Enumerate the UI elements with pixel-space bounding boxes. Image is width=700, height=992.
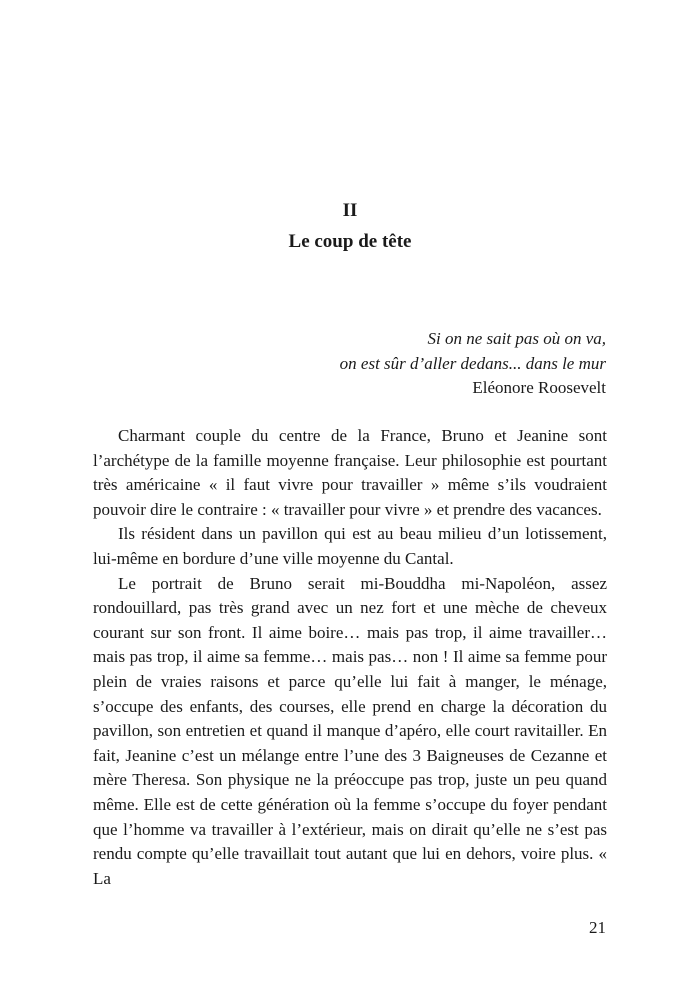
- body-text: [93, 424, 607, 891]
- epigraph: [340, 327, 606, 401]
- paragraph: Le portrait de Bruno serait mi-Bouddha mi-Napoléon, assez rondouillard, pas très grand avec un nez fort et une mèche de cheveux courant sur son front. Il aime boire… mais pas trop, il aime travailler… mais pas trop, il aime sa femme… mais pas… non ! Il aime sa femme pour plein de vraies raisons et parce qu’elle lui fait à manger, le ménage, s’occupe des enfants, des courses, elle prend en charge la décoration du pavillon, son entretien et quand il manque d’apéro, elle court ravitailler. En fait, Jeanine c’est un mélange entre l’une des 3 Baigneuses de Cezanne et mère Theresa. Son physique ne la préoccupe pas trop, juste un peu quand même. Elle est de cette génération où la femme s’occupe du foyer pendant que l’homme va travailler à l’extérieur, mais on dirait qu’elle ne s’est pas rendu compte qu’elle travaillait tout autant que lui en dehors, voire plus. « La: [93, 573, 607, 888]
- epigraph-author: Eléonore Roosevelt: [472, 378, 606, 397]
- epigraph-line: on est sûr d’aller dedans... dans le mur: [339, 353, 606, 373]
- chapter-number: II: [342, 200, 358, 221]
- paragraph: Charmant couple du centre de la France, Bruno et Jeanine sont l’archétype de la famille moyenne française. Leur philosophie est pourtant très américaine « il faut vivre pour travailler » même s’ils voudraient pouvoir dire le contraire : « travailler pour vivre » et prendre des vacances.: [93, 426, 607, 519]
- epigraph-line: Si on ne sait pas où on va,: [427, 329, 606, 348]
- paragraph: Ils résident dans un pavillon qui est au beau milieu d’un lotissement, lui-même en bordure d’une ville moyenne du Cantal.: [93, 524, 607, 568]
- chapter-title: Le coup de tête: [288, 231, 412, 252]
- page-number: 21: [589, 918, 606, 937]
